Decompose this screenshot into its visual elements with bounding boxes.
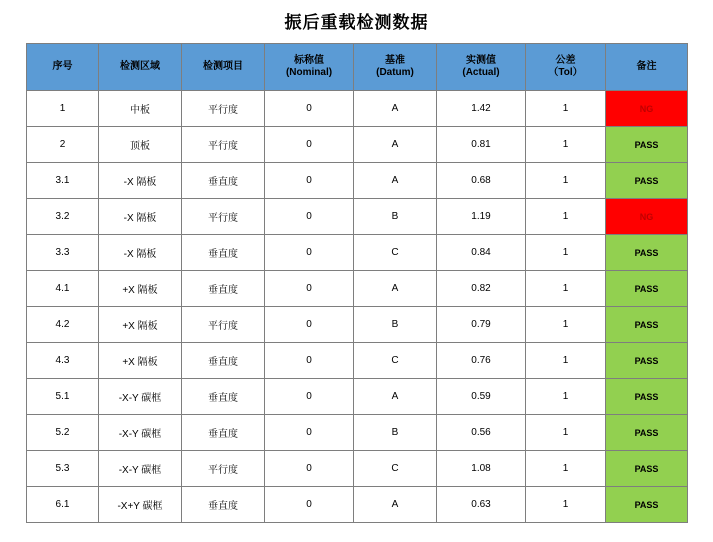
- status-badge: NG: [606, 199, 688, 235]
- column-header-item-main: 检测项目: [203, 60, 243, 72]
- cell-tol: 1: [526, 199, 606, 235]
- cell-nominal: 0: [265, 379, 354, 415]
- status-badge: PASS: [606, 271, 688, 307]
- status-badge: PASS: [606, 415, 688, 451]
- cell-datum: C: [354, 451, 437, 487]
- cell-datum: A: [354, 271, 437, 307]
- column-header-datum: [354, 44, 437, 91]
- cell-area: -X+Y 碳框: [99, 487, 182, 523]
- column-header-item: [182, 44, 265, 91]
- cell-datum: C: [354, 343, 437, 379]
- cell-datum: A: [354, 163, 437, 199]
- status-badge: PASS: [606, 235, 688, 271]
- cell-tol: 1: [526, 487, 606, 523]
- table-row: [27, 271, 688, 307]
- column-header-remark: [606, 44, 688, 91]
- cell-item: 垂直度: [182, 343, 265, 379]
- column-header-tol-main: 公差: [555, 54, 576, 66]
- cell-actual: 1.08: [437, 451, 526, 487]
- cell-nominal: 0: [265, 415, 354, 451]
- cell-nominal: 0: [265, 271, 354, 307]
- table-row: [27, 91, 688, 127]
- table-header-row: [27, 44, 688, 91]
- column-header-seq: [27, 44, 99, 91]
- cell-tol: 1: [526, 451, 606, 487]
- cell-seq: 5.2: [27, 415, 99, 451]
- cell-item: 垂直度: [182, 235, 265, 271]
- cell-nominal: 0: [265, 235, 354, 271]
- column-header-datum-main: 基准: [385, 54, 405, 66]
- cell-datum: B: [354, 199, 437, 235]
- cell-area: -X 隔板: [99, 199, 182, 235]
- cell-area: -X-Y 碳框: [99, 379, 182, 415]
- column-header-area: [99, 44, 182, 91]
- table-header: [27, 44, 688, 91]
- cell-nominal: 0: [265, 91, 354, 127]
- cell-datum: A: [354, 127, 437, 163]
- cell-tol: 1: [526, 235, 606, 271]
- cell-actual: 0.59: [437, 379, 526, 415]
- cell-tol: 1: [526, 91, 606, 127]
- column-header-nominal-sub: (Nominal): [285, 67, 333, 78]
- table-container: [0, 43, 713, 523]
- column-header-tol: [526, 44, 606, 91]
- cell-datum: A: [354, 487, 437, 523]
- cell-area: +X 隔板: [99, 271, 182, 307]
- cell-seq: 3.3: [27, 235, 99, 271]
- column-header-actual: [437, 44, 526, 91]
- cell-nominal: 0: [265, 127, 354, 163]
- table-row: [27, 235, 688, 271]
- cell-area: -X 隔板: [99, 235, 182, 271]
- cell-nominal: 0: [265, 199, 354, 235]
- cell-nominal: 0: [265, 343, 354, 379]
- cell-seq: 4.2: [27, 307, 99, 343]
- cell-tol: 1: [526, 163, 606, 199]
- column-header-nominal: [265, 44, 354, 91]
- cell-tol: 1: [526, 379, 606, 415]
- cell-seq: 4.3: [27, 343, 99, 379]
- cell-item: 平行度: [182, 199, 265, 235]
- cell-actual: 0.63: [437, 487, 526, 523]
- cell-item: 垂直度: [182, 271, 265, 307]
- status-badge: PASS: [606, 127, 688, 163]
- cell-item: 平行度: [182, 307, 265, 343]
- page-title: 振后重载检测数据: [284, 13, 429, 32]
- cell-nominal: 0: [265, 487, 354, 523]
- cell-nominal: 0: [265, 163, 354, 199]
- cell-datum: B: [354, 307, 437, 343]
- cell-area: -X 隔板: [99, 163, 182, 199]
- cell-datum: A: [354, 379, 437, 415]
- status-badge: PASS: [606, 451, 688, 487]
- table-row: [27, 307, 688, 343]
- cell-item: 垂直度: [182, 163, 265, 199]
- table-row: [27, 451, 688, 487]
- cell-actual: 0.82: [437, 271, 526, 307]
- cell-nominal: 0: [265, 451, 354, 487]
- table-row: [27, 379, 688, 415]
- cell-tol: 1: [526, 415, 606, 451]
- cell-actual: 0.76: [437, 343, 526, 379]
- column-header-actual-main: 实测值: [466, 54, 496, 66]
- cell-seq: 3.2: [27, 199, 99, 235]
- cell-seq: 2: [27, 127, 99, 163]
- cell-actual: 0.81: [437, 127, 526, 163]
- cell-area: 中板: [99, 91, 182, 127]
- cell-actual: 0.79: [437, 307, 526, 343]
- column-header-seq-main: 序号: [52, 60, 73, 72]
- cell-item: 平行度: [182, 451, 265, 487]
- status-badge: PASS: [606, 379, 688, 415]
- cell-datum: C: [354, 235, 437, 271]
- status-badge: PASS: [606, 307, 688, 343]
- cell-tol: 1: [526, 343, 606, 379]
- cell-area: -X-Y 碳框: [99, 415, 182, 451]
- cell-area: +X 隔板: [99, 343, 182, 379]
- cell-tol: 1: [526, 307, 606, 343]
- cell-seq: 6.1: [27, 487, 99, 523]
- cell-actual: 0.68: [437, 163, 526, 199]
- status-badge: PASS: [606, 163, 688, 199]
- cell-seq: 4.1: [27, 271, 99, 307]
- column-header-remark-main: 备注: [636, 60, 657, 72]
- table-row: [27, 127, 688, 163]
- cell-datum: A: [354, 91, 437, 127]
- column-header-datum-sub: (Datum): [376, 67, 414, 78]
- status-badge: PASS: [606, 343, 688, 379]
- table-row: [27, 163, 688, 199]
- cell-datum: B: [354, 415, 437, 451]
- cell-actual: 1.19: [437, 199, 526, 235]
- status-badge: PASS: [606, 487, 688, 523]
- cell-seq: 1: [27, 91, 99, 127]
- cell-seq: 5.3: [27, 451, 99, 487]
- cell-seq: 5.1: [27, 379, 99, 415]
- cell-area: +X 隔板: [99, 307, 182, 343]
- cell-area: 顶板: [99, 127, 182, 163]
- table-body: [27, 91, 688, 523]
- column-header-area-main: 检测区域: [120, 60, 160, 72]
- cell-area: -X-Y 碳框: [99, 451, 182, 487]
- cell-actual: 0.56: [437, 415, 526, 451]
- table-row: [27, 415, 688, 451]
- cell-actual: 0.84: [437, 235, 526, 271]
- status-badge: NG: [606, 91, 688, 127]
- cell-tol: 1: [526, 271, 606, 307]
- cell-seq: 3.1: [27, 163, 99, 199]
- cell-item: 平行度: [182, 127, 265, 163]
- cell-item: 垂直度: [182, 487, 265, 523]
- cell-item: 平行度: [182, 91, 265, 127]
- cell-item: 垂直度: [182, 379, 265, 415]
- cell-actual: 1.42: [437, 91, 526, 127]
- cell-item: 垂直度: [182, 415, 265, 451]
- column-header-tol-sub: （Tol）: [548, 67, 583, 78]
- column-header-actual-sub: (Actual): [462, 67, 500, 78]
- table-row: [27, 343, 688, 379]
- inspection-data-table: [26, 43, 688, 523]
- table-row: [27, 199, 688, 235]
- table-row: [27, 487, 688, 523]
- cell-tol: 1: [526, 127, 606, 163]
- column-header-nominal-main: 标称值: [294, 54, 324, 66]
- cell-nominal: 0: [265, 307, 354, 343]
